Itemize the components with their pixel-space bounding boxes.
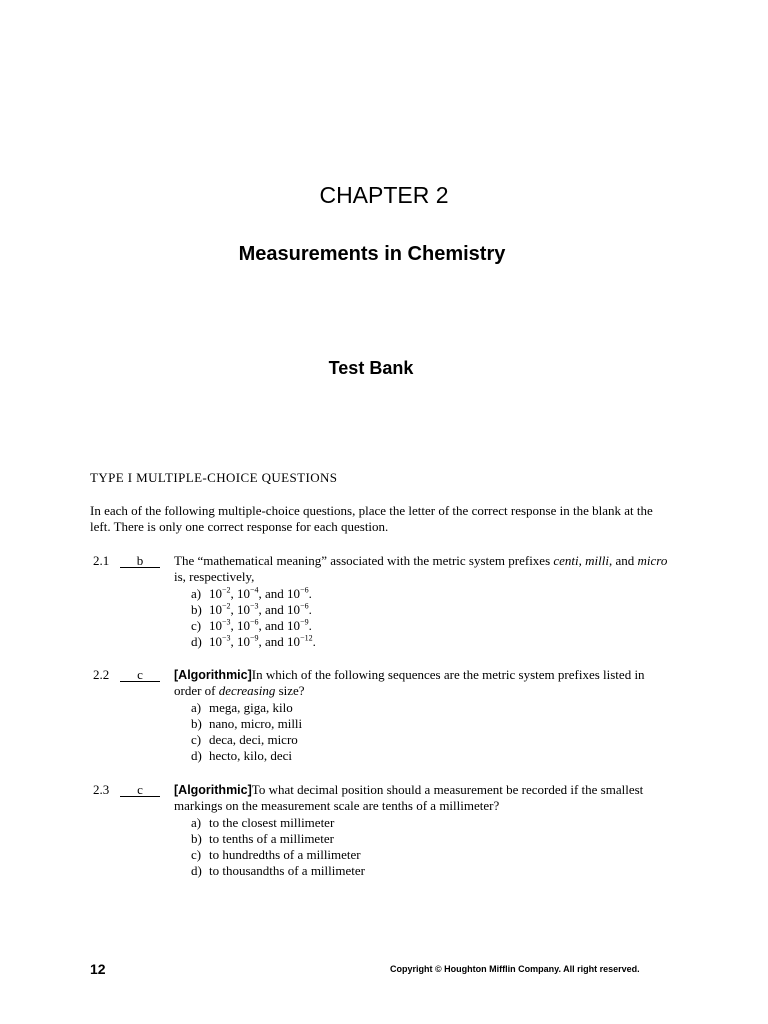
choice-c: c) $10^{-3}$, $10^{-6}$, and $10^{-9}$. (191, 617, 312, 634)
section-title: Test Bank (328, 358, 414, 378)
question-number: 2.2 (93, 667, 110, 682)
chapter-title: Measurements in Chemistry (238, 243, 506, 265)
algorithmic-tag: [Algorithmic] (174, 783, 252, 797)
choice-b: b) $10^{-2}$, $10^{-3}$, and $10^{-6}$. (191, 601, 312, 617)
choice-a: a) $10^{-2}$, $10^{-4}$, and $10^{-6}$. (191, 585, 312, 601)
algorithmic-tag: [Algorithmic] (174, 668, 252, 682)
choice-d: d) hecto, kilo, deci (191, 748, 293, 764)
choice-list (90, 815, 670, 880)
instructions: In each of the following multiple-choice questions, place the letter of the correct response in the blank at the left. There is only one correct response for each question. (90, 503, 653, 534)
question-number: 2.1 (93, 553, 110, 568)
choice-b: b) nano, micro, milli (191, 715, 303, 731)
question-2-2 (90, 667, 670, 765)
question-text: [Algorithmic]In which of the following sequences are the metric system prefixes listed in order of decreasing size? (174, 667, 645, 699)
choice-list (90, 586, 670, 651)
copyright-notice: Copyright © Houghton Mifflin Company. All right reserved. (390, 964, 640, 974)
choice-d: d) $10^{-3}$, $10^{-9}$, and $10^{-12}$. (191, 634, 316, 650)
answer-blank: c (120, 667, 160, 682)
answer-blank: c (120, 782, 160, 797)
question-2-1 (90, 553, 670, 651)
question-text: [Algorithmic]To what decimal position should a measurement be recorded if the smallest markings on the measurement scale are tenths of a millimeter? (174, 782, 644, 814)
choice-c: c) deca, deci, micro (191, 732, 298, 748)
choice-list (90, 700, 670, 765)
choice-b: b) to tenths of a millimeter (191, 830, 334, 846)
question-number: 2.3 (93, 782, 110, 797)
choice-a: a) to the closest millimeter (191, 814, 335, 830)
choice-d: d) to thousandths of a millimeter (191, 863, 365, 879)
choice-a: a) mega, giga, kilo (191, 699, 293, 715)
chapter-heading: CHAPTER 2 (319, 182, 449, 208)
question-text: The “mathematical meaning” associated with the metric system prefixes centi, milli, and micro is, respectively, (174, 553, 668, 585)
question-type-heading: TYPE I MULTIPLE-CHOICE QUESTIONS (90, 470, 338, 485)
answer-blank: b (120, 553, 160, 568)
choice-c: c) to hundredths of a millimeter (191, 847, 361, 863)
question-2-3 (90, 782, 670, 880)
page-number: 12 (90, 961, 106, 977)
